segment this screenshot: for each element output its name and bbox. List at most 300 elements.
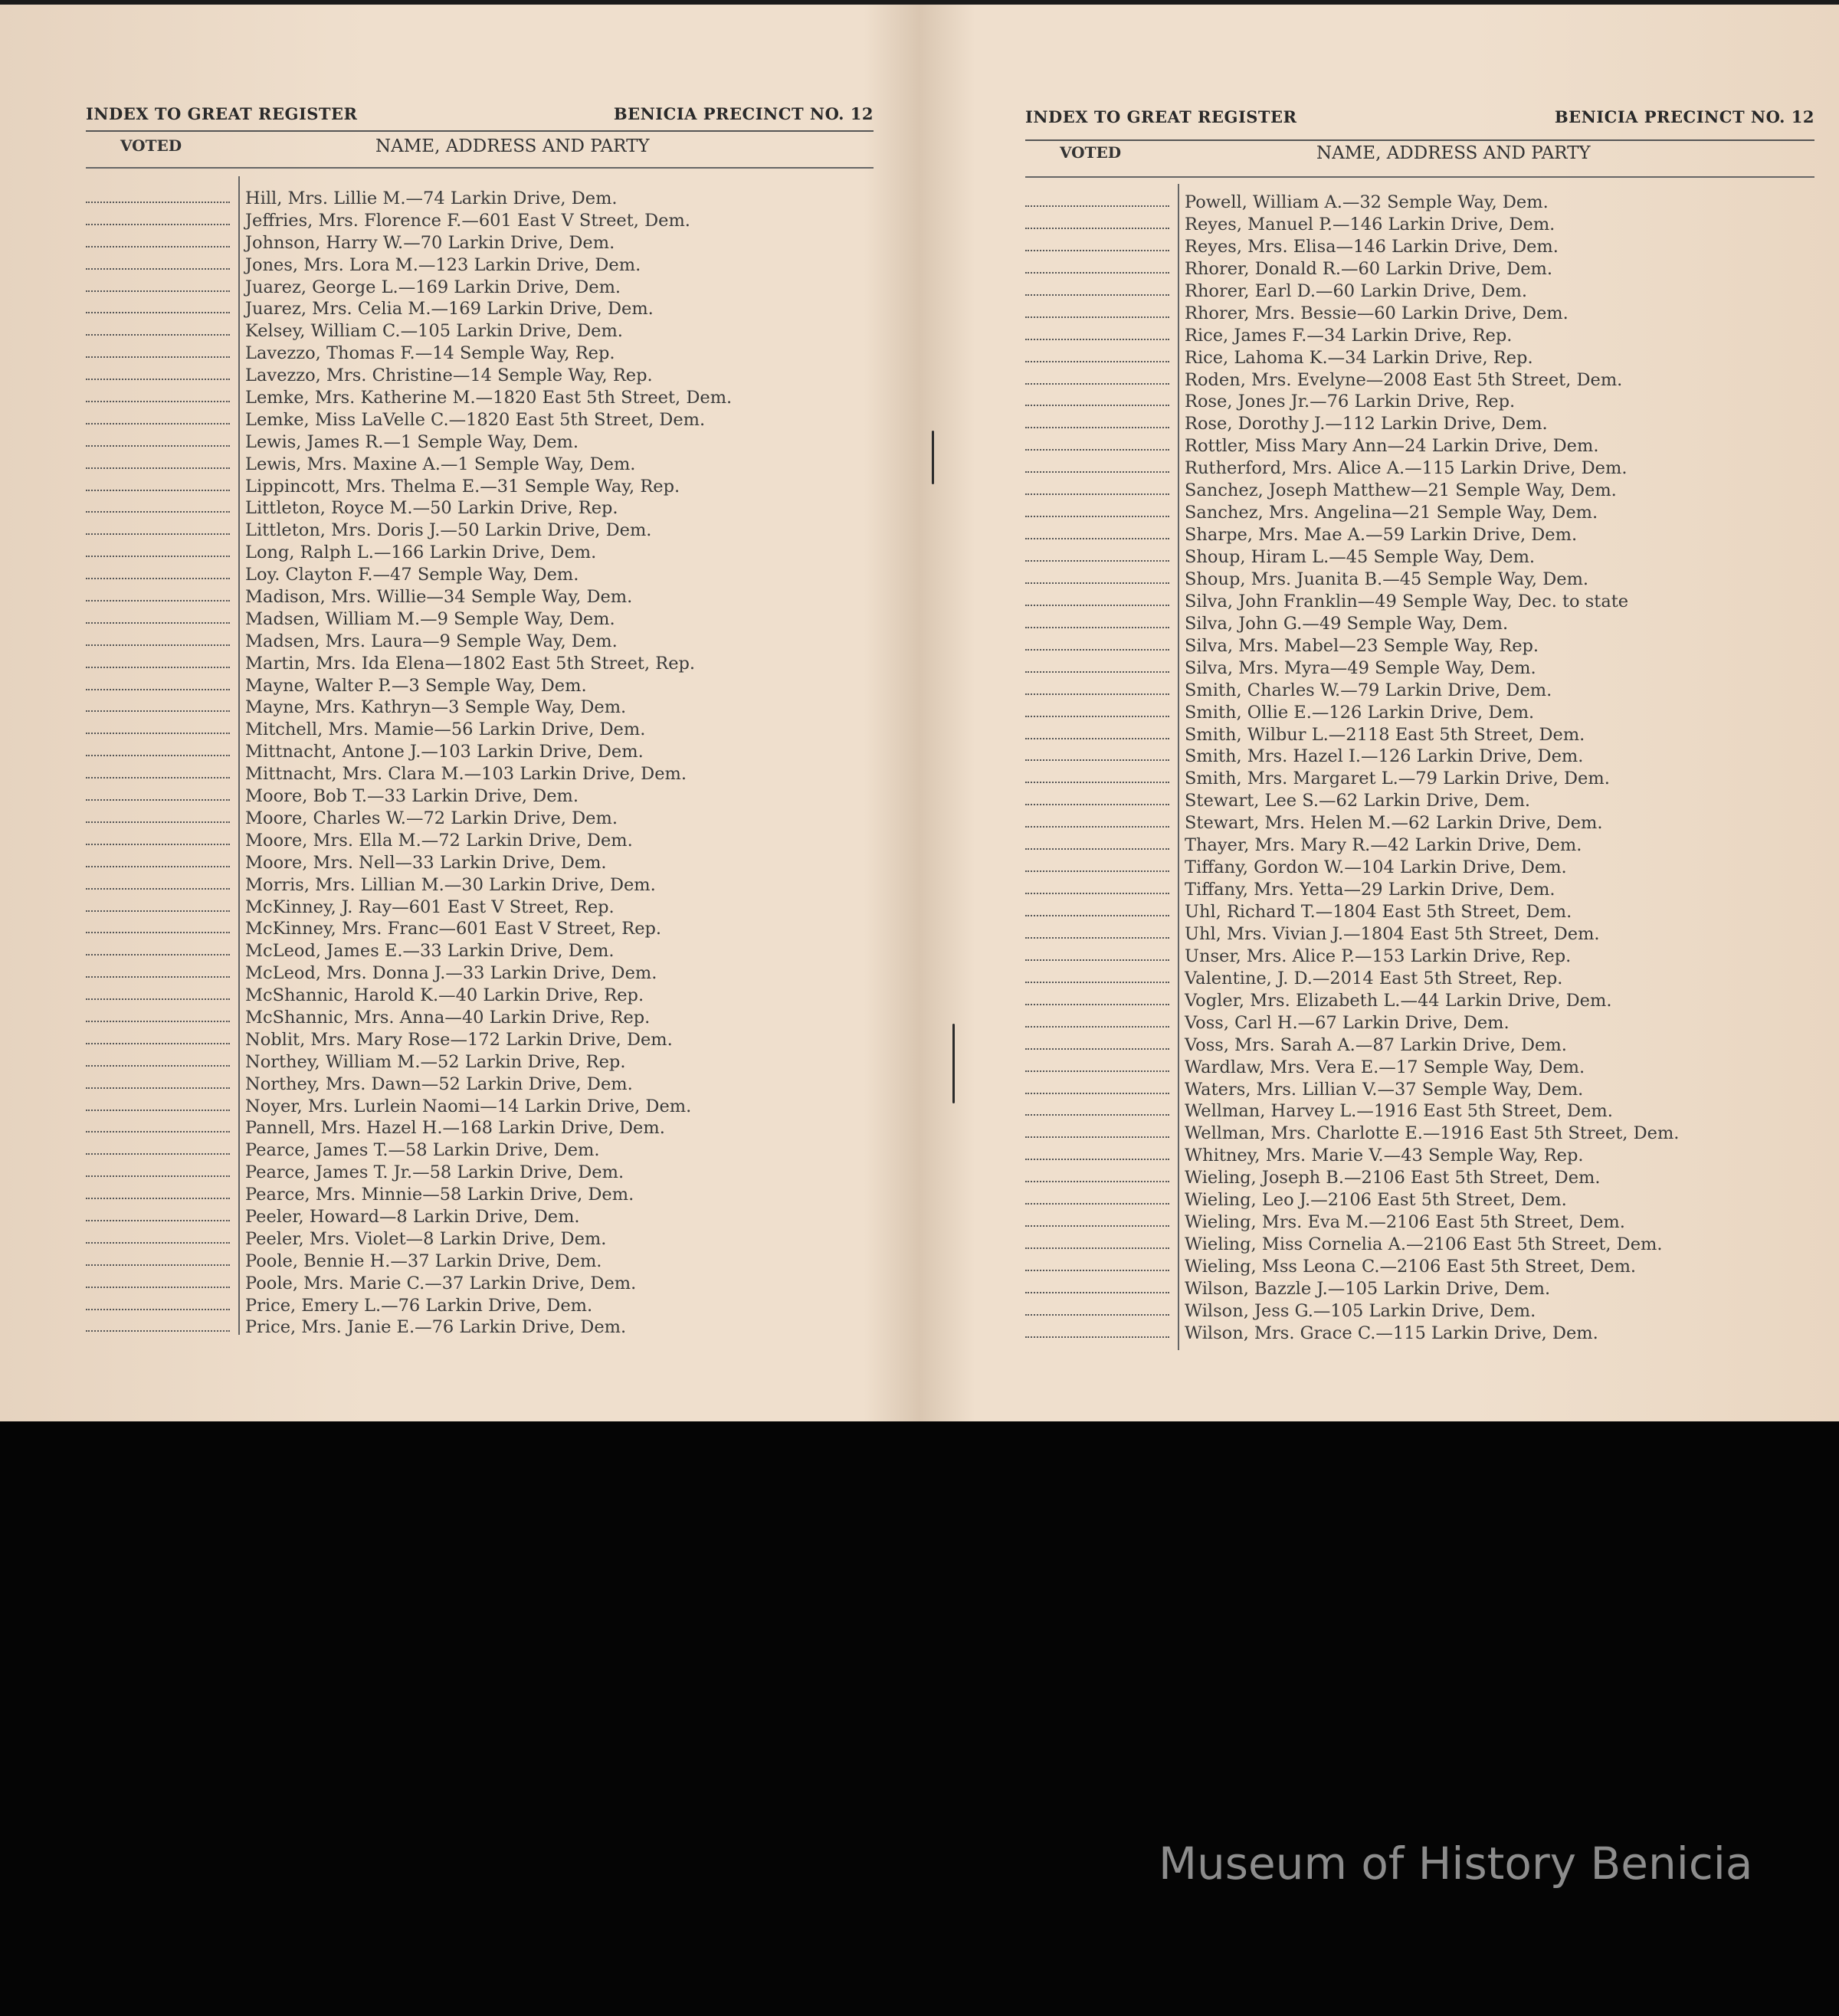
entry-text: Noyer, Mrs. Lurlein Naomi—14 Larkin Drive, Dem. <box>245 1096 692 1116</box>
entry-text: Lemke, Mrs. Katherine M.—1820 East 5th Street, Dem. <box>245 388 733 408</box>
register-entry <box>86 785 874 808</box>
voted-checkline <box>1025 649 1169 651</box>
voted-checkline <box>86 1087 230 1089</box>
entry-text: Waters, Mrs. Lillian V.—37 Semple Way, Dem. <box>1185 1079 1584 1100</box>
entry-text: Rice, Lahoma K.—34 Larkin Drive, Rep. <box>1185 347 1533 368</box>
entry-text: Moore, Mrs. Nell—33 Larkin Drive, Dem. <box>245 852 607 873</box>
register-entry <box>1025 391 1814 413</box>
register-entry <box>86 763 874 785</box>
entry-text: Juarez, George L.—169 Larkin Drive, Dem. <box>245 277 621 297</box>
voted-checkline <box>86 511 230 513</box>
entry-text: Shoup, Hiram L.—45 Semple Way, Dem. <box>1185 547 1536 567</box>
entry-text: Smith, Mrs. Margaret L.—79 Larkin Drive, Dem. <box>1185 769 1610 789</box>
entry-text: Wieling, Miss Cornelia A.—2106 East 5th Street, Dem. <box>1185 1234 1663 1255</box>
register-entry <box>86 409 874 431</box>
entry-text: Poole, Bennie H.—37 Larkin Drive, Dem. <box>245 1251 602 1271</box>
register-entry <box>1025 946 1814 968</box>
voted-checkline <box>1025 1247 1169 1249</box>
voted-checkline <box>86 799 230 801</box>
voted-checkline <box>1025 560 1169 562</box>
entry-text: Northey, William M.—52 Larkin Drive, Rep. <box>245 1051 626 1072</box>
entry-list <box>86 188 874 1339</box>
entry-text: Rhorer, Mrs. Bessie—60 Larkin Drive, Dem. <box>1185 303 1569 323</box>
entry-text: Stewart, Lee S.—62 Larkin Drive, Dem. <box>1185 791 1531 811</box>
column-rule <box>1025 176 1814 178</box>
register-entry <box>86 520 874 542</box>
voted-checkline <box>86 1153 230 1155</box>
register-entry <box>86 1228 874 1251</box>
register-entry <box>86 741 874 763</box>
entry-list <box>1025 192 1814 1345</box>
voted-checkline <box>86 334 230 336</box>
voted-checkline <box>1025 1181 1169 1182</box>
register-entry <box>86 298 874 320</box>
entry-text: Pearce, Mrs. Minnie—58 Larkin Drive, Dem. <box>245 1185 634 1205</box>
register-entry <box>86 476 874 498</box>
voted-checkline <box>86 1043 230 1044</box>
entry-text: Rose, Dorothy J.—112 Larkin Drive, Dem. <box>1185 414 1548 434</box>
binding-staple <box>952 1024 955 1103</box>
voted-checkline <box>86 1242 230 1244</box>
entry-text: McShannic, Harold K.—40 Larkin Drive, Rep. <box>245 985 644 1006</box>
voted-checkline <box>1025 1004 1169 1005</box>
entry-text: Reyes, Manuel P.—146 Larkin Drive, Dem. <box>1185 214 1555 234</box>
register-entry <box>86 1074 874 1096</box>
voted-checkline <box>86 1330 230 1332</box>
entry-text: Wellman, Mrs. Charlotte E.—1916 East 5th Street, Dem. <box>1185 1123 1680 1144</box>
register-entry <box>86 1162 874 1184</box>
entry-text: Littleton, Mrs. Doris J.—50 Larkin Drive, Dem. <box>245 520 652 541</box>
register-entry <box>86 343 874 365</box>
entry-text: Voss, Mrs. Sarah A.—87 Larkin Drive, Dem. <box>1185 1034 1567 1055</box>
voted-checkline <box>1025 1225 1169 1227</box>
entry-text: Moore, Charles W.—72 Larkin Drive, Dem. <box>245 808 618 828</box>
register-entry <box>1025 1278 1814 1300</box>
entry-text: Rhorer, Earl D.—60 Larkin Drive, Dem. <box>1185 280 1528 301</box>
entry-text: Uhl, Richard T.—1804 East 5th Street, Dem. <box>1185 902 1572 922</box>
voted-checkline <box>86 932 230 933</box>
voted-checkline <box>86 556 230 557</box>
voted-checkline <box>86 1309 230 1310</box>
register-entry <box>86 564 874 586</box>
voted-checkline <box>1025 1314 1169 1316</box>
voted-checkline <box>86 1110 230 1111</box>
entry-text: Tiffany, Mrs. Yetta—29 Larkin Drive, Dem. <box>1185 880 1555 900</box>
voted-checkline <box>1025 915 1169 916</box>
voted-checkline <box>1025 759 1169 761</box>
voted-checkline <box>1025 228 1169 229</box>
voted-checkline <box>86 1220 230 1221</box>
register-entry <box>86 897 874 919</box>
voted-checkline <box>1025 250 1169 251</box>
voted-checkline <box>1025 738 1169 739</box>
register-entry <box>1025 325 1814 347</box>
name-column-label: NAME, ADDRESS AND PARTY <box>375 136 650 156</box>
entry-text: Morris, Mrs. Lillian M.—30 Larkin Drive, Dem. <box>245 874 656 895</box>
entry-text: Rutherford, Mrs. Alice A.—115 Larkin Drive, Dem. <box>1185 458 1628 479</box>
register-entry <box>1025 457 1814 480</box>
register-entry <box>1025 857 1814 879</box>
page-header <box>1025 107 1814 130</box>
entry-text: Hill, Mrs. Lillie M.—74 Larkin Drive, Dem. <box>245 188 618 208</box>
register-entry <box>1025 1100 1814 1123</box>
entry-text: Mitchell, Mrs. Mamie—56 Larkin Drive, Dem. <box>245 720 646 740</box>
entry-text: McShannic, Mrs. Anna—40 Larkin Drive, Rep. <box>245 1007 651 1028</box>
register-entry <box>86 188 874 210</box>
entry-text: McKinney, J. Ray—601 East V Street, Rep. <box>245 897 615 917</box>
register-entry <box>86 497 874 520</box>
voted-checkline <box>86 667 230 668</box>
binding-staple <box>932 431 934 484</box>
column-header <box>86 136 874 159</box>
voted-checkline <box>1025 959 1169 961</box>
voted-checkline <box>86 1175 230 1177</box>
register-entry <box>86 608 874 631</box>
register-entry <box>1025 303 1814 325</box>
entry-text: Juarez, Mrs. Celia M.—169 Larkin Drive, Dem. <box>245 299 654 320</box>
register-entry <box>1025 923 1814 946</box>
entry-text: Wieling, Mrs. Eva M.—2106 East 5th Street, Dem. <box>1185 1212 1625 1233</box>
voted-checkline <box>1025 383 1169 385</box>
voted-checkline <box>1025 782 1169 783</box>
entry-text: Wieling, Mss Leona C.—2106 East 5th Street, Dem. <box>1185 1257 1637 1277</box>
entry-text: Mayne, Walter P.—3 Semple Way, Dem. <box>245 675 587 696</box>
voted-checkline <box>1025 1292 1169 1293</box>
register-entry <box>86 454 874 476</box>
voted-checkline <box>86 1065 230 1067</box>
entry-text: Jeffries, Mrs. Florence F.—601 East V Street, Dem. <box>245 210 690 231</box>
entry-text: Madsen, William M.—9 Semple Way, Dem. <box>245 608 615 629</box>
entry-text: Rice, James F.—34 Larkin Drive, Rep. <box>1185 325 1513 346</box>
register-entry <box>1025 546 1814 569</box>
entry-text: Pannell, Mrs. Hazel H.—168 Larkin Drive, Dem. <box>245 1118 665 1139</box>
voted-checkline <box>86 777 230 779</box>
entry-text: Sanchez, Mrs. Angelina—21 Semple Way, Dem. <box>1185 503 1598 523</box>
entry-text: Lemke, Miss LaVelle C.—1820 East 5th Street, Dem. <box>245 409 706 430</box>
voted-checkline <box>1025 449 1169 451</box>
register-entry <box>1025 369 1814 392</box>
entry-text: Wardlaw, Mrs. Vera E.—17 Semple Way, Dem. <box>1185 1057 1585 1077</box>
register-entry <box>86 1316 874 1339</box>
voted-checkline <box>1025 1070 1169 1072</box>
register-entry <box>1025 901 1814 923</box>
register-entry <box>1025 1123 1814 1145</box>
voted-checkline <box>86 379 230 380</box>
entry-text: McLeod, Mrs. Donna J.—33 Larkin Drive, Dem. <box>245 963 657 984</box>
voted-checkline <box>1025 1048 1169 1050</box>
entry-text: Sanchez, Joseph Matthew—21 Semple Way, Dem. <box>1185 480 1617 501</box>
entry-text: Lavezzo, Mrs. Christine—14 Semple Way, Rep. <box>245 366 653 386</box>
voted-checkline <box>1025 493 1169 495</box>
voted-checkline <box>86 998 230 1000</box>
register-entry <box>1025 1323 1814 1345</box>
register-entry <box>1025 1167 1814 1189</box>
entry-text: Moore, Bob T.—33 Larkin Drive, Dem. <box>245 786 579 807</box>
entry-text: Poole, Mrs. Marie C.—37 Larkin Drive, Dem. <box>245 1273 637 1293</box>
register-entry <box>86 320 874 343</box>
register-entry <box>86 1117 874 1139</box>
register-entry <box>1025 635 1814 657</box>
entry-text: Loy. Clayton F.—47 Semple Way, Dem. <box>245 565 579 585</box>
page-header <box>86 104 874 127</box>
header-title: INDEX TO GREAT REGISTER <box>1025 107 1297 126</box>
voted-checkline <box>86 689 230 690</box>
voted-checkline <box>1025 693 1169 695</box>
register-entry <box>86 852 874 874</box>
entry-text: Wilson, Jess G.—105 Larkin Drive, Dem. <box>1185 1300 1536 1321</box>
entry-text: Smith, Charles W.—79 Larkin Drive, Dem. <box>1185 680 1552 700</box>
entry-text: Silva, Mrs. Mabel—23 Semple Way, Rep. <box>1185 635 1539 656</box>
voted-column-label: VOTED <box>120 136 182 155</box>
voted-checkline <box>86 202 230 203</box>
register-entry <box>1025 236 1814 258</box>
register-entry <box>86 586 874 608</box>
register-entry <box>86 940 874 962</box>
voted-checkline <box>86 844 230 845</box>
entry-text: Roden, Mrs. Evelyne—2008 East 5th Street, Dem. <box>1185 369 1623 390</box>
voted-checkline <box>1025 1093 1169 1094</box>
voted-checkline <box>1025 804 1169 805</box>
voted-checkline <box>1025 627 1169 628</box>
voted-checkline <box>86 356 230 358</box>
left-page <box>86 0 874 1421</box>
voted-checkline <box>86 423 230 425</box>
register-entry <box>1025 413 1814 435</box>
entry-text: Kelsey, William C.—105 Larkin Drive, Dem. <box>245 321 623 342</box>
voted-checkline <box>86 600 230 602</box>
voted-checkline <box>1025 582 1169 584</box>
entry-text: Littleton, Royce M.—50 Larkin Drive, Rep. <box>245 498 618 519</box>
register-entry <box>1025 569 1814 591</box>
register-entry <box>1025 280 1814 303</box>
register-entry <box>1025 613 1814 635</box>
voted-checkline <box>86 312 230 313</box>
entry-text: Uhl, Mrs. Vivian J.—1804 East 5th Street, Dem. <box>1185 923 1600 944</box>
register-entry <box>1025 1145 1814 1167</box>
register-entry <box>86 1295 874 1317</box>
voted-checkline <box>1025 361 1169 362</box>
entry-text: Rottler, Miss Mary Ann—24 Larkin Drive, Dem. <box>1185 436 1599 457</box>
voted-checkline <box>86 888 230 890</box>
entry-text: Wilson, Bazzle J.—105 Larkin Drive, Dem. <box>1185 1278 1551 1299</box>
voted-checkline <box>86 1131 230 1133</box>
voted-checkline <box>86 1021 230 1022</box>
register-entry <box>1025 524 1814 546</box>
entry-text: Mittnacht, Antone J.—103 Larkin Drive, Dem. <box>245 742 644 762</box>
header-title: INDEX TO GREAT REGISTER <box>86 104 358 123</box>
voted-checkline <box>1025 316 1169 318</box>
register-entry <box>1025 746 1814 768</box>
voted-checkline <box>86 733 230 734</box>
entry-text: Madison, Mrs. Willie—34 Semple Way, Dem. <box>245 587 633 608</box>
entry-text: Lewis, Mrs. Maxine A.—1 Semple Way, Dem. <box>245 454 636 474</box>
entry-text: Stewart, Mrs. Helen M.—62 Larkin Drive, Dem. <box>1185 813 1603 834</box>
voted-checkline <box>86 622 230 624</box>
entry-text: Smith, Ollie E.—126 Larkin Drive, Dem. <box>1185 702 1535 723</box>
register-entry <box>1025 879 1814 901</box>
entry-text: Peeler, Howard—8 Larkin Drive, Dem. <box>245 1206 580 1227</box>
entry-text: Sharpe, Mrs. Mae A.—59 Larkin Drive, Dem. <box>1185 525 1578 546</box>
voted-checkline <box>1025 1114 1169 1116</box>
register-entry <box>1025 790 1814 812</box>
register-entry <box>1025 702 1814 724</box>
entry-text: Lippincott, Mrs. Thelma E.—31 Semple Way, Rep. <box>245 476 680 497</box>
voted-checkline <box>86 578 230 579</box>
register-entry <box>86 985 874 1007</box>
column-header <box>1025 143 1814 166</box>
museum-watermark: Museum of History Benicia <box>1159 1837 1753 1890</box>
entry-text: Martin, Mrs. Ida Elena—1802 East 5th Street, Rep. <box>245 653 696 674</box>
register-entry <box>86 1206 874 1228</box>
entry-text: Johnson, Harry W.—70 Larkin Drive, Dem. <box>245 232 615 253</box>
entry-text: Wilson, Mrs. Grace C.—115 Larkin Drive, Dem. <box>1185 1323 1598 1343</box>
voted-column-label: VOTED <box>1060 143 1122 162</box>
register-entry <box>86 254 874 277</box>
register-entry <box>1025 1189 1814 1211</box>
voted-checkline <box>86 1287 230 1288</box>
register-entry <box>86 365 874 387</box>
voted-checkline <box>1025 848 1169 850</box>
register-entry <box>86 387 874 409</box>
name-column-label: NAME, ADDRESS AND PARTY <box>1316 143 1591 163</box>
register-entry <box>1025 192 1814 214</box>
register-entry <box>1025 1079 1814 1101</box>
register-entry <box>1025 680 1814 702</box>
entry-text: Wieling, Joseph B.—2106 East 5th Street, Dem. <box>1185 1168 1601 1188</box>
register-entry <box>86 918 874 940</box>
register-entry <box>86 653 874 675</box>
entry-text: Rose, Jones Jr.—76 Larkin Drive, Rep. <box>1185 392 1516 412</box>
register-entry <box>1025 990 1814 1012</box>
voted-checkline <box>1025 605 1169 606</box>
register-entry <box>1025 834 1814 857</box>
entry-text: Mittnacht, Mrs. Clara M.—103 Larkin Drive, Dem. <box>245 764 687 785</box>
register-entry <box>86 542 874 564</box>
entry-text: Lavezzo, Thomas F.—14 Semple Way, Rep. <box>245 343 615 364</box>
entry-text: Whitney, Mrs. Marie V.—43 Semple Way, Rep. <box>1185 1146 1584 1166</box>
register-entry <box>86 962 874 985</box>
entry-text: Smith, Mrs. Hazel I.—126 Larkin Drive, Dem. <box>1185 746 1584 767</box>
entry-text: Peeler, Mrs. Violet—8 Larkin Drive, Dem. <box>245 1228 607 1249</box>
register-entry <box>1025 1057 1814 1079</box>
register-entry <box>1025 591 1814 613</box>
voted-checkline <box>1025 1270 1169 1271</box>
entry-text: Powell, William A.—32 Semple Way, Dem. <box>1185 192 1549 212</box>
entry-text: Madsen, Mrs. Laura—9 Semple Way, Dem. <box>245 631 618 651</box>
register-entry <box>86 232 874 254</box>
register-entry <box>1025 724 1814 746</box>
register-entry <box>86 874 874 897</box>
voted-checkline <box>1025 516 1169 517</box>
register-entry <box>86 1096 874 1118</box>
header-rule <box>1025 139 1814 141</box>
register-entry <box>86 431 874 454</box>
entry-text: Vogler, Mrs. Elizabeth L.—44 Larkin Drive, Dem. <box>1185 990 1612 1011</box>
register-entry <box>1025 1034 1814 1057</box>
entry-text: Price, Emery L.—76 Larkin Drive, Dem. <box>245 1295 593 1316</box>
voted-checkline <box>1025 538 1169 539</box>
register-entry <box>86 697 874 719</box>
register-entry <box>1025 1256 1814 1278</box>
voted-checkline <box>1025 671 1169 673</box>
voted-checkline <box>1025 471 1169 473</box>
voted-checkline <box>86 866 230 867</box>
entry-text: Smith, Wilbur L.—2118 East 5th Street, Dem. <box>1185 724 1585 745</box>
voted-checkline <box>1025 339 1169 340</box>
entry-text: Pearce, James T.—58 Larkin Drive, Dem. <box>245 1140 600 1161</box>
entry-text: Mayne, Mrs. Kathryn—3 Semple Way, Dem. <box>245 697 627 718</box>
entry-text: Valentine, J. D.—2014 East 5th Street, Rep. <box>1185 968 1563 988</box>
voted-checkline <box>86 533 230 535</box>
register-entry <box>1025 1234 1814 1256</box>
entry-text: McKinney, Mrs. Franc—601 East V Street, Rep. <box>245 919 662 939</box>
entry-text: Jones, Mrs. Lora M.—123 Larkin Drive, Dem. <box>245 254 641 275</box>
register-entry <box>86 1029 874 1051</box>
voted-checkline <box>86 1198 230 1199</box>
entry-text: Rhorer, Donald R.—60 Larkin Drive, Dem. <box>1185 258 1553 279</box>
register-entry <box>86 210 874 232</box>
voted-checkline <box>86 910 230 912</box>
entry-text: Shoup, Mrs. Juanita B.—45 Semple Way, Dem. <box>1185 569 1589 589</box>
entry-text: McLeod, James E.—33 Larkin Drive, Dem. <box>245 941 615 962</box>
voted-checkline <box>1025 982 1169 983</box>
register-entry <box>1025 1300 1814 1323</box>
entry-text: Wellman, Harvey L.—1916 East 5th Street, Dem. <box>1185 1101 1613 1122</box>
voted-checkline <box>1025 1136 1169 1138</box>
entry-text: Tiffany, Gordon W.—104 Larkin Drive, Dem. <box>1185 857 1567 878</box>
voted-checkline <box>86 976 230 978</box>
voted-checkline <box>86 755 230 756</box>
voted-checkline <box>86 246 230 247</box>
voted-checkline <box>1025 716 1169 717</box>
register-entry <box>1025 258 1814 280</box>
voted-checkline <box>1025 1026 1169 1028</box>
voted-checkline <box>1025 1336 1169 1338</box>
entry-text: Pearce, James T. Jr.—58 Larkin Drive, Dem. <box>245 1162 624 1183</box>
voted-checkline <box>1025 294 1169 296</box>
entry-text: Voss, Carl H.—67 Larkin Drive, Dem. <box>1185 1012 1510 1033</box>
voted-checkline <box>86 490 230 491</box>
voted-checkline <box>86 268 230 270</box>
header-precinct: BENICIA PRECINCT NO. 12 <box>1554 107 1814 126</box>
voted-checkline <box>1025 826 1169 828</box>
register-entry <box>86 631 874 653</box>
header-rule <box>86 130 874 132</box>
voted-checkline <box>1025 870 1169 872</box>
entry-text: Long, Ralph L.—166 Larkin Drive, Dem. <box>245 543 597 563</box>
register-entry <box>86 719 874 741</box>
voted-checkline <box>86 1264 230 1266</box>
voted-checkline <box>1025 937 1169 939</box>
register-entry <box>1025 1211 1814 1234</box>
right-page <box>1025 0 1814 1421</box>
entry-text: Unser, Mrs. Alice P.—153 Larkin Drive, Rep. <box>1185 946 1572 966</box>
register-entry <box>1025 214 1814 236</box>
entry-text: Wieling, Leo J.—2106 East 5th Street, Dem. <box>1185 1190 1567 1211</box>
register-entry <box>1025 1012 1814 1034</box>
register-entry <box>86 1051 874 1074</box>
voted-checkline <box>86 710 230 712</box>
register-entry <box>86 1251 874 1273</box>
entry-text: Reyes, Mrs. Elisa—146 Larkin Drive, Dem. <box>1185 236 1559 257</box>
register-entry <box>86 1184 874 1206</box>
register-entry <box>86 830 874 852</box>
voted-checkline <box>1025 893 1169 894</box>
register-entry <box>1025 968 1814 990</box>
register-entry <box>86 808 874 830</box>
entry-text: Price, Mrs. Janie E.—76 Larkin Drive, Dem. <box>245 1317 627 1338</box>
header-precinct: BENICIA PRECINCT NO. 12 <box>613 104 874 123</box>
